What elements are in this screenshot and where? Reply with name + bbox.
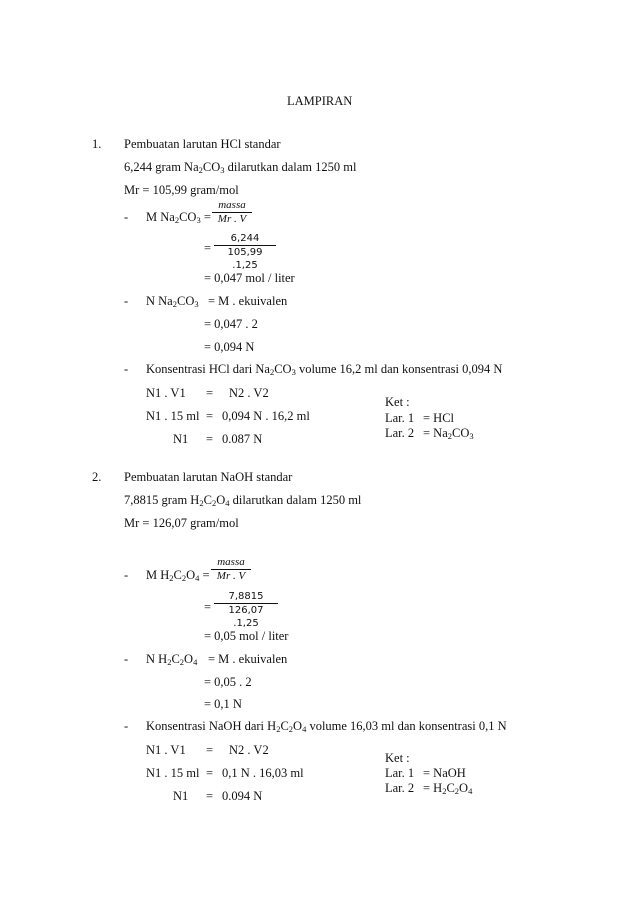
s1-fraction-values xyxy=(214,232,276,272)
s1-row2-eq: = xyxy=(206,409,214,423)
s2-fraction-values-den: 126,07 .1,25 xyxy=(214,603,278,630)
s2-n-calc: = 0,05 . 2 xyxy=(204,675,252,689)
s1-m-result: = 0,047 mol / liter xyxy=(204,271,295,285)
s2-fraction-values-num: 7,8815 xyxy=(228,591,264,602)
s2-row1-eq: = xyxy=(206,743,214,757)
s2-ket1-value: = NaOH xyxy=(423,766,466,780)
s1-konsentrasi: Konsentrasi HCl dari $Na_2CO_3$ volume 16,2 ml dan konsentrasi 0,094 N xyxy=(146,362,503,377)
s2-fraction-massa-num: massa xyxy=(217,556,245,568)
s1-eq: = xyxy=(204,241,212,255)
s1-row2-right: 0,094 N . 16,2 ml xyxy=(222,409,310,423)
section-2-heading: Pembuatan larutan NaOH standar xyxy=(124,470,293,484)
s2-m-result: = 0,05 mol / liter xyxy=(204,629,289,643)
s1-dash-3: - xyxy=(124,362,129,376)
section-2-number: 2. xyxy=(92,470,102,484)
s2-ket-title: Ket : xyxy=(385,751,410,765)
s1-fraction-massa xyxy=(212,199,252,226)
s2-n-formula: = M . ekuivalen xyxy=(208,652,288,666)
s1-n-label: N $Na_2CO_3$ xyxy=(146,294,199,309)
s2-n-result: = 0,1 N xyxy=(204,697,242,711)
s2-row1-left: N1 . V1 xyxy=(146,743,186,757)
s2-row3-right: 0.094 N xyxy=(222,789,263,803)
s2-fraction-massa xyxy=(211,556,251,583)
s1-fraction-massa-den: Mr . V xyxy=(212,212,252,226)
page-title: LAMPIRAN xyxy=(287,94,353,108)
s2-line1: 7,8815 gram $H_2C_2O_4$ dilarutkan dalam 1250 ml xyxy=(124,493,362,508)
s2-dash-2: - xyxy=(124,652,129,666)
s1-row1-eq: = xyxy=(206,386,214,400)
s1-ket-title: Ket : xyxy=(385,395,410,409)
s1-ket2-label: Lar. 2 xyxy=(385,426,415,440)
s1-dash-1: - xyxy=(124,210,129,224)
s1-line1: 6,244 gram $Na_2CO_3$ dilarutkan dalam 1250 ml xyxy=(124,160,357,175)
s2-dash-3: - xyxy=(124,719,129,733)
s2-row2-left: N1 . 15 ml xyxy=(146,766,200,780)
s1-fraction-values-num: 6,244 xyxy=(230,233,260,244)
s2-n-label: N $H_2C_2O_4$ xyxy=(146,652,198,667)
s1-row2-left: N1 . 15 ml xyxy=(146,409,200,423)
s1-ket1-value: = HCl xyxy=(423,411,455,425)
s1-n-result: = 0,094 N xyxy=(204,340,255,354)
s1-n-formula: = M . ekuivalen xyxy=(208,294,288,308)
s1-mr: Mr = 105,99 gram/mol xyxy=(124,183,239,197)
s2-ket1-label: Lar. 1 xyxy=(385,766,415,780)
s2-fraction-values xyxy=(214,590,278,630)
s1-ket2-value: = $Na_2CO_3$ xyxy=(423,426,474,441)
s2-row2-eq: = xyxy=(206,766,214,780)
section-1-number: 1. xyxy=(92,137,102,151)
s1-row1-right: N2 . V2 xyxy=(229,386,269,400)
s2-row2-right: 0,1 N . 16,03 ml xyxy=(222,766,304,780)
s1-row3-eq: = xyxy=(206,432,214,446)
s2-row1-right: N2 . V2 xyxy=(229,743,269,757)
s1-ket1-label: Lar. 1 xyxy=(385,411,415,425)
s1-m-label: M $Na_2CO_3$ = xyxy=(146,210,211,225)
s1-row3-right: 0.087 N xyxy=(222,432,263,446)
s1-row3-left: N1 xyxy=(173,432,189,446)
section-1-heading: Pembuatan larutan HCl standar xyxy=(124,137,281,151)
s2-ket2-label: Lar. 2 xyxy=(385,781,415,795)
s2-row3-left: N1 xyxy=(173,789,189,803)
s1-row1-left: N1 . V1 xyxy=(146,386,186,400)
s1-fraction-massa-num: massa xyxy=(218,199,246,211)
s2-dash-1: - xyxy=(124,568,129,582)
s2-mr: Mr = 126,07 gram/mol xyxy=(124,516,239,530)
s2-ket2-value: = $H_2C_2O_4$ xyxy=(423,781,473,796)
s2-konsentrasi: Konsentrasi NaOH dari $H_2C_2O_4$ volume 16,03 ml dan konsentrasi 0,1 N xyxy=(146,719,507,734)
s2-eq: = xyxy=(204,600,212,614)
s1-dash-2: - xyxy=(124,294,129,308)
s2-m-label: M $H_2C_2O_4$ = xyxy=(146,568,210,583)
s1-fraction-values-den: 105,99 .1,25 xyxy=(214,245,276,272)
s1-n-calc: = 0,047 . 2 xyxy=(204,317,258,331)
s2-row3-eq: = xyxy=(206,789,214,803)
s2-fraction-massa-den: Mr . V xyxy=(211,569,251,583)
